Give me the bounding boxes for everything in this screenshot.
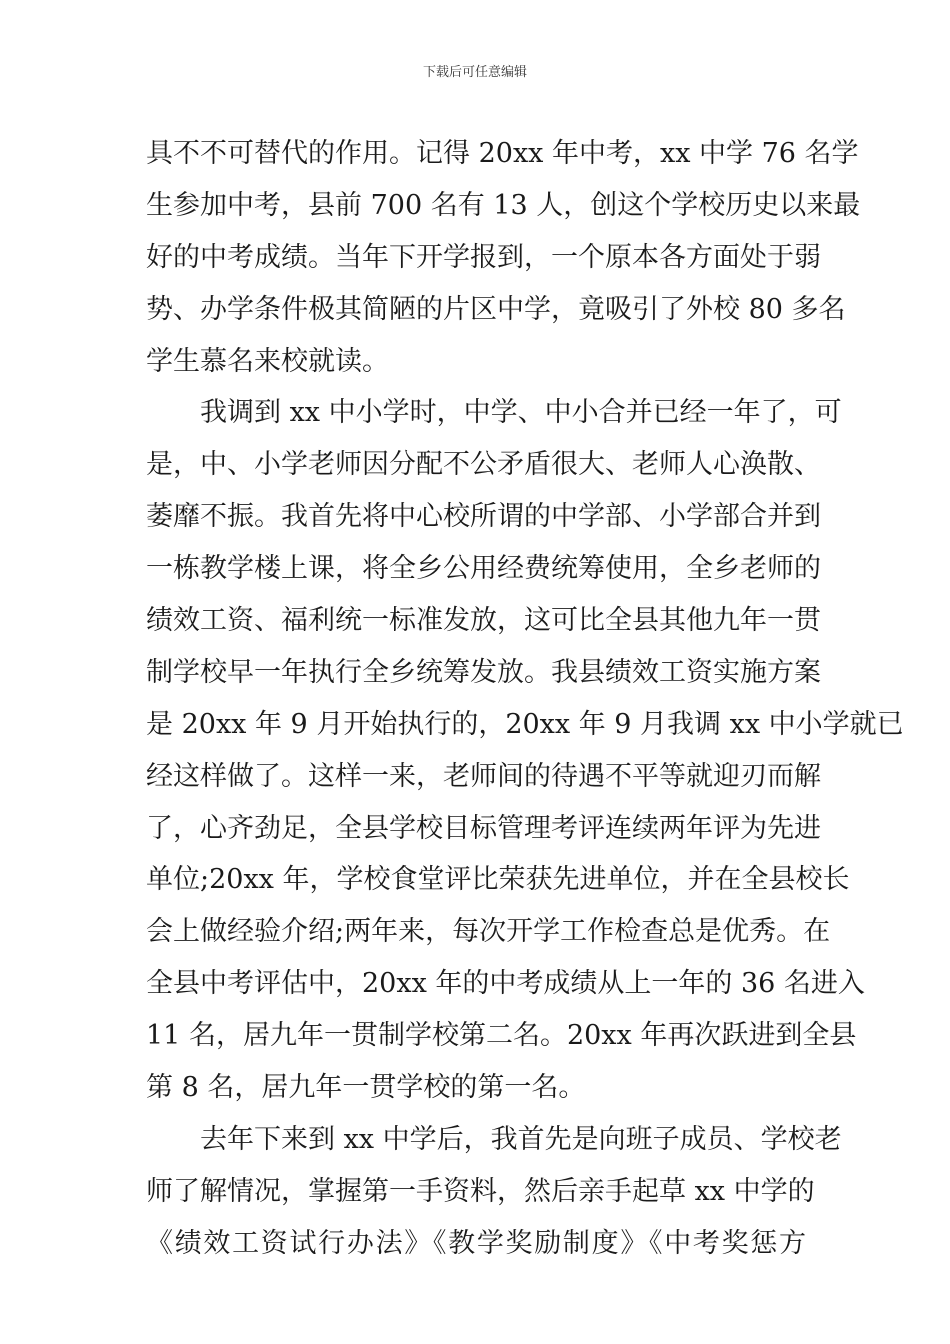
text-line: 是，中、小学老师因分配不公矛盾很大、老师人心涣散、 xyxy=(146,449,821,481)
text-line: 经这样做了。这样一来，老师间的待遇不平等就迎刃而解 xyxy=(146,760,821,792)
text-line: 第 8 名，居九年一贯学校的第一名。 xyxy=(146,1072,586,1104)
text-line: 萎靡不振。我首先将中心校所谓的中学部、小学部合并到 xyxy=(146,501,821,533)
text-line: 师了解情况，掌握第一手资料，然后亲手起草 xx 中学的 xyxy=(146,1175,815,1207)
document-body xyxy=(146,128,904,1270)
text-line: 学生慕名来校就读。 xyxy=(146,345,389,377)
text-line: 《绩效工资试行办法》《教学奖励制度》《中考奖惩方 xyxy=(146,1227,806,1259)
text-line: 生参加中考，县前 700 名有 13 人，创这个学校历史以来最 xyxy=(146,189,861,221)
text-line: 单位;20xx 年，学校食堂评比荣获先进单位，并在全县校长 xyxy=(146,864,850,896)
paragraph-3 xyxy=(146,1114,842,1270)
text-line: 一栋教学楼上课，将全乡公用经费统筹使用，全乡老师的 xyxy=(146,553,821,585)
text-line: 了，心齐劲足，全县学校目标管理考评连续两年评为先进 xyxy=(146,812,821,844)
text-line: 具不不可替代的作用。记得 20xx 年中考，xx 中学 76 名学 xyxy=(146,138,859,169)
text-line: 制学校早一年执行全乡统筹发放。我县绩效工资实施方案 xyxy=(146,656,821,688)
text-line: 全县中考评估中，20xx 年的中考成绩从上一年的 36 名进入 xyxy=(146,968,865,1000)
text-line: 好的中考成绩。当年下开学报到，一个原本各方面处于弱 xyxy=(146,241,821,273)
text-line: 11 名，居九年一贯制学校第二名。20xx 年再次跃进到全县 xyxy=(146,1020,857,1052)
text-line: 是 20xx 年 9 月开始执行的，20xx 年 9 月我调 xx 中小学就已 xyxy=(146,708,904,740)
paragraph-2 xyxy=(146,387,904,1113)
paragraph-1 xyxy=(146,128,861,387)
page-header: 下载后可任意编辑 xyxy=(422,65,527,80)
text-line: 我调到 xx 中小学时，中学、中小合并已经一年了，可 xyxy=(200,397,842,429)
text-line: 绩效工资、福利统一标准发放，这可比全县其他九年一贯 xyxy=(146,605,821,637)
text-line: 去年下来到 xx 中学后，我首先是向班子成员、学校老 xyxy=(200,1123,842,1155)
text-line: 势、办学条件极其简陋的片区中学，竟吸引了外校 80 多名 xyxy=(146,293,846,325)
text-line: 会上做经验介绍;两年来，每次开学工作检查总是优秀。在 xyxy=(146,916,831,948)
